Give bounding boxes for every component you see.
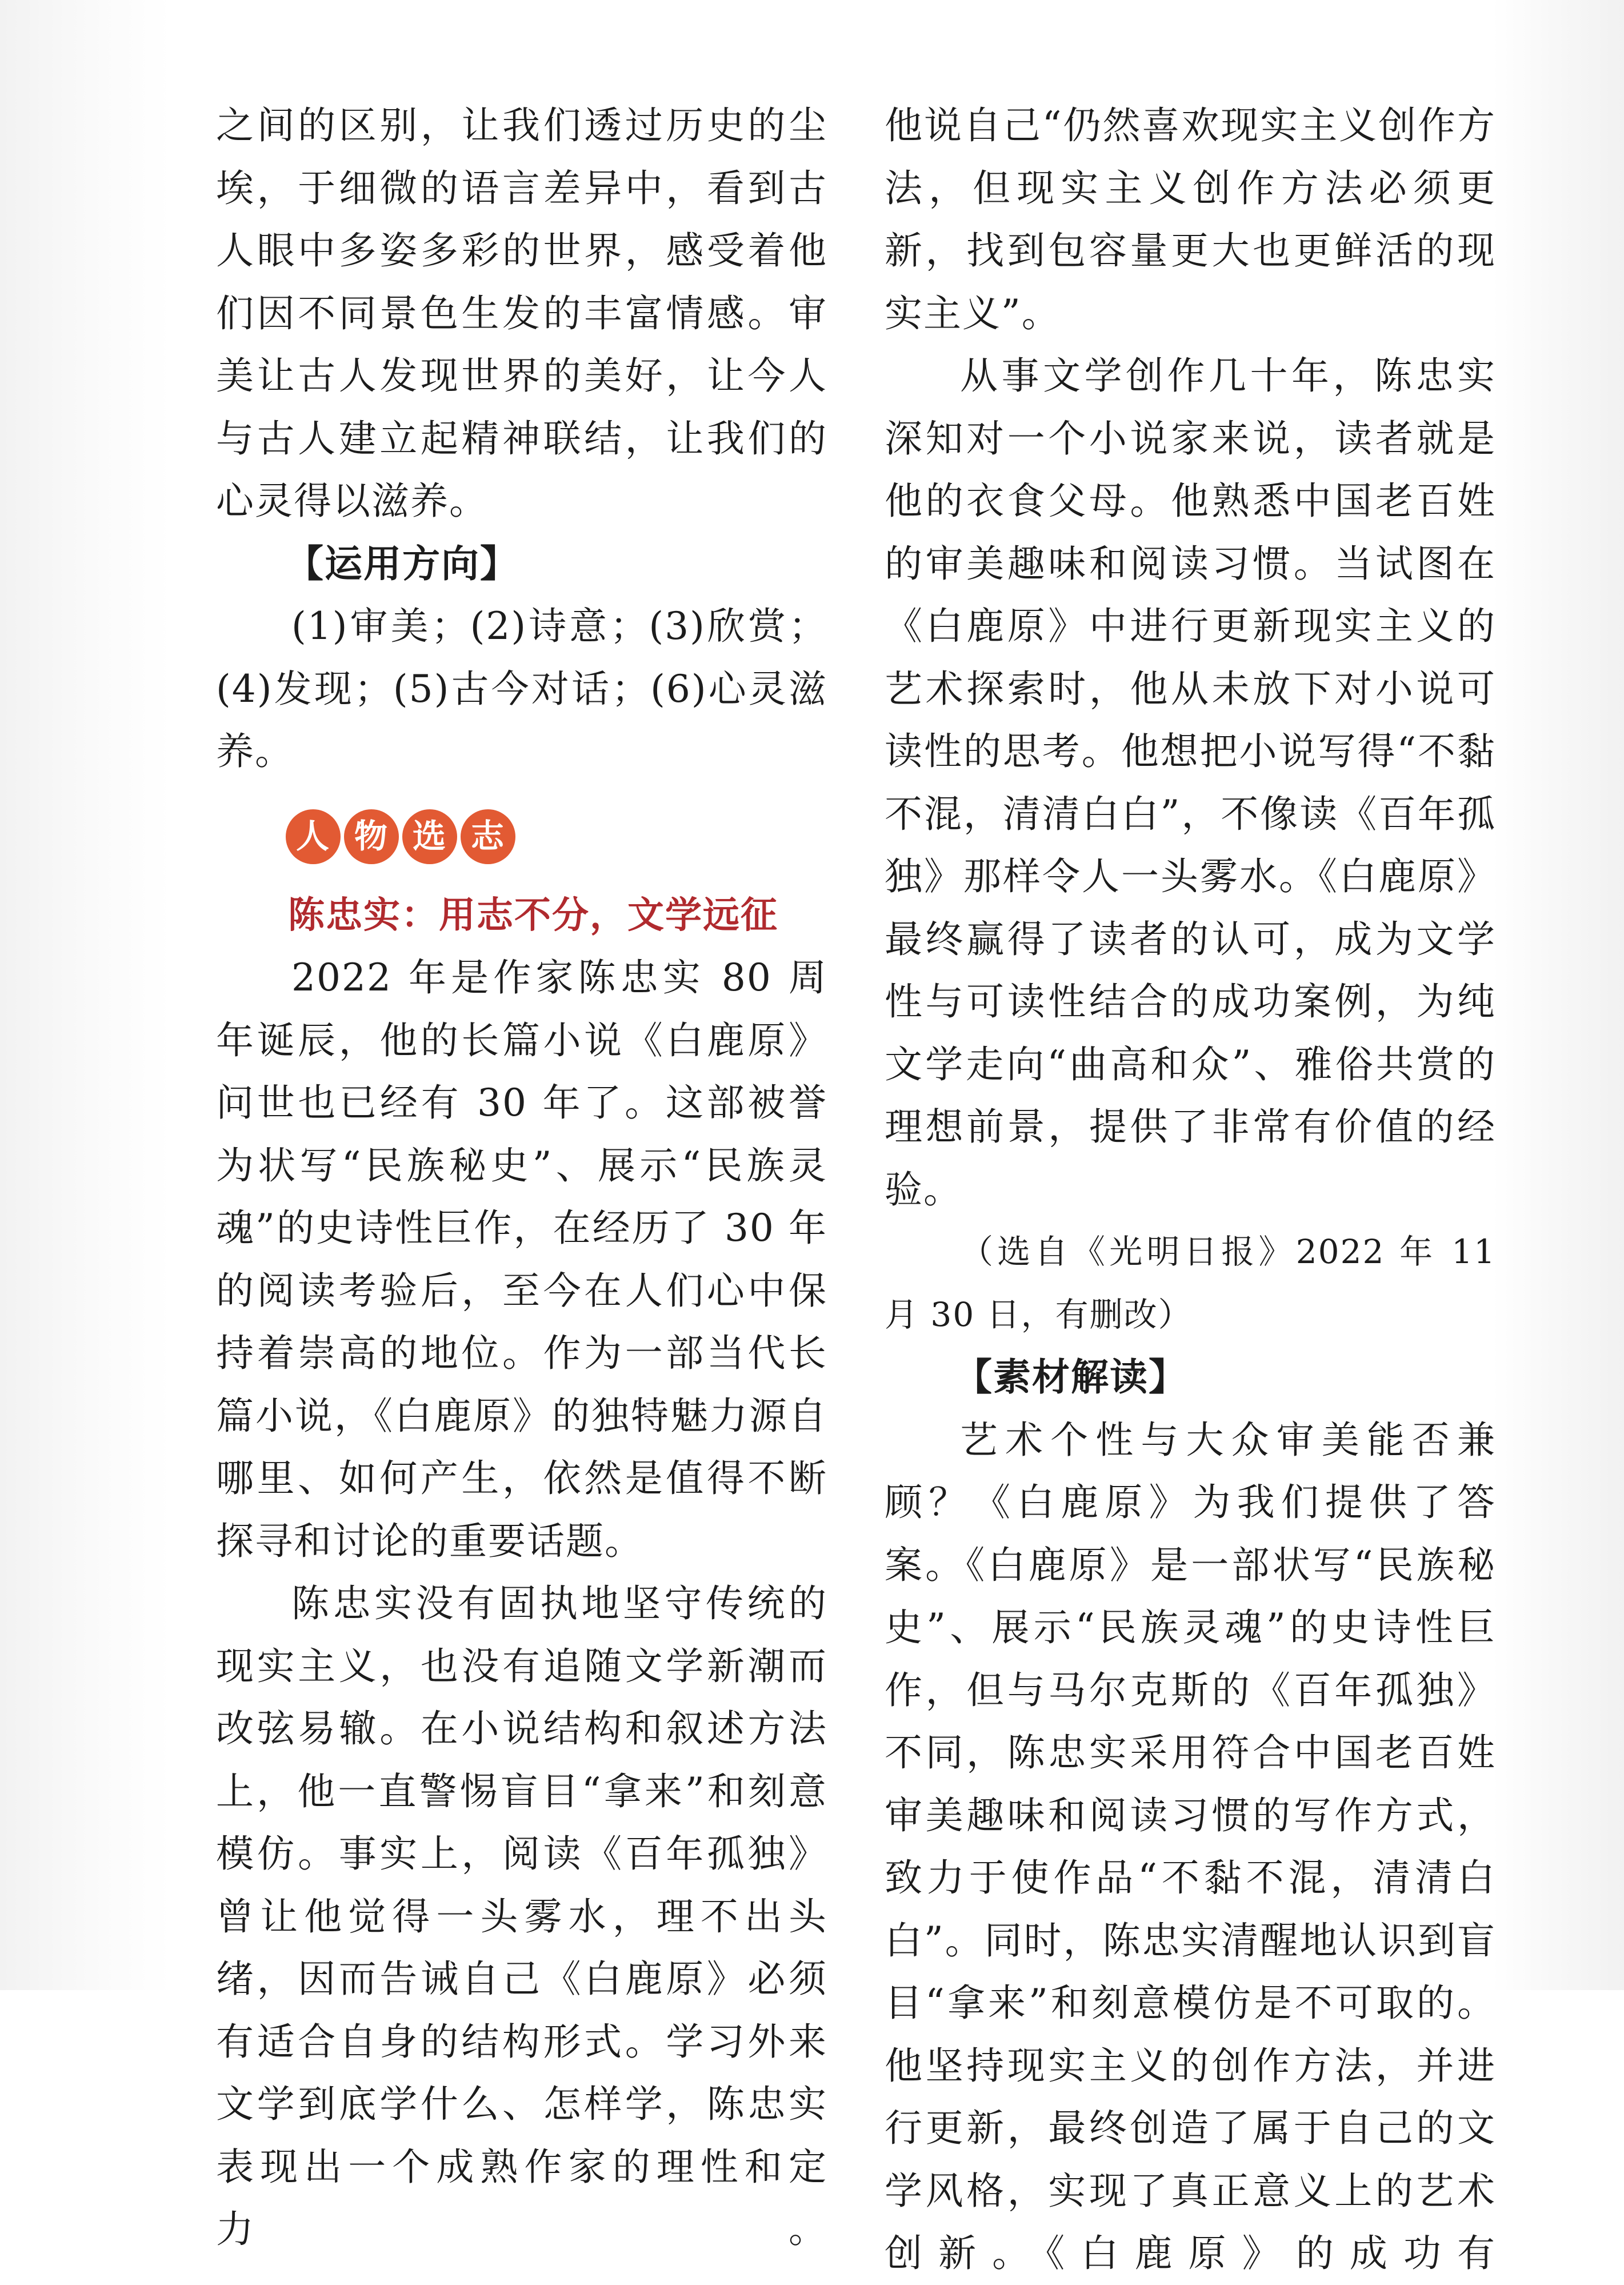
section-badge: 志 xyxy=(461,809,515,864)
section-badge-group xyxy=(216,790,827,884)
body-paragraph: 从事文学创作几十年，陈忠实深知对一个小说家来说，读者就是他的衣食父母。他熟悉中国老百姓的审美趣味和阅读习惯。当试图在《白鹿原》中进行更新现实主义的艺术探索时，他从未放下对小说可读性的思考。他想把小说写得“不黏不混，清清白白”，不像读《百年孤独》那样令人一头雾水。《白鹿原》最终赢得了读者的认可，成为文学性与可读性结合的成功案例，为纯文学走向“曲高和众”、雅俗共赏的理想前景，提供了非常有价值的经验。 xyxy=(885,354,1496,1212)
page-shadow-right xyxy=(1493,0,1624,1990)
analysis-paragraph: 艺术个性与大众审美能否兼顾？《白鹿原》为我们提供了答案。《白鹿原》是一部状写“民族秘史”、展示“民族灵魂”的史诗性巨作，但与马尔克斯的《百年孤独》不同，陈忠实采用符合中国老百姓审美趣味和阅读习惯的写作方式，致力于使作品“不黏不混，清清白白”。同时，陈忠实清醒地认识到盲目“拿来”和刻意模仿是不可取的。他坚持现实主义的创作方法，并进行更新，最终创造了属于自己的文学风格，实现了真正意义上的艺术创新。《白鹿原》的成功有 xyxy=(885,1417,1496,2275)
body-paragraph: 陈忠实没有固执地坚守传统的现实主义，也没有追随文学新潮而改弦易辙。在小说结构和叙述方法上，他一直警惕盲目“拿来”和刻意模仿。事实上，阅读《百年孤独》曾让他觉得一头雾水，理不出头绪，因而告诫自己《白鹿原》必须有适合自身的结构形式。学习外来文学到底学什么、怎样学，陈忠实表现出一个成熟作家的理性和定力。 xyxy=(216,1581,827,2251)
section-badge: 物 xyxy=(344,809,399,864)
article-title: 陈忠实：用志不分，文学远征 xyxy=(288,893,778,937)
source-citation: （选自《光明日报》2022 年 11 月 30 日，有删改） xyxy=(885,1232,1496,1334)
section-badge: 人 xyxy=(286,809,341,864)
page-shadow-left xyxy=(0,0,171,1990)
intro-paragraph: 之间的区别，让我们透过历史的尘埃，于细微的语言差异中，看到古人眼中多姿多彩的世界，感受着他们因不同景色生发的丰富情感。审美让古人发现世界的美好，让今人与古人建立起精神联结，让我们的心灵得以滋养。 xyxy=(216,103,827,523)
left-column xyxy=(216,94,827,2261)
usage-heading: 【运用方向】 xyxy=(286,541,519,586)
usage-items: (1)审美；(2)诗意；(3)欣赏；(4)发现；(5)古今对话；(6)心灵滋养。 xyxy=(216,604,827,773)
continuation-paragraph: 他说自己“仍然喜欢现实主义创作方法，但现实主义创作方法必须更新，找到包容量更大也更鲜活的现实主义”。 xyxy=(885,103,1496,335)
right-column xyxy=(885,94,1496,2285)
analysis-heading: 【素材解读】 xyxy=(954,1355,1187,1399)
section-badge: 选 xyxy=(402,809,457,864)
body-paragraph: 2022 年是作家陈忠实 80 周年诞辰，他的长篇小说《白鹿原》问世也已经有 30 年了。这部被誉为状写“民族秘史”、展示“民族灵魂”的史诗性巨作，在经历了 30 年的阅读考验后，至今在人们心中保持着崇高的地位。作为一部当代长篇小说，《白鹿原》的独特魅力源自哪里、如何产生，依然是值得不断探寻和讨论的重要话题。 xyxy=(216,956,827,1563)
